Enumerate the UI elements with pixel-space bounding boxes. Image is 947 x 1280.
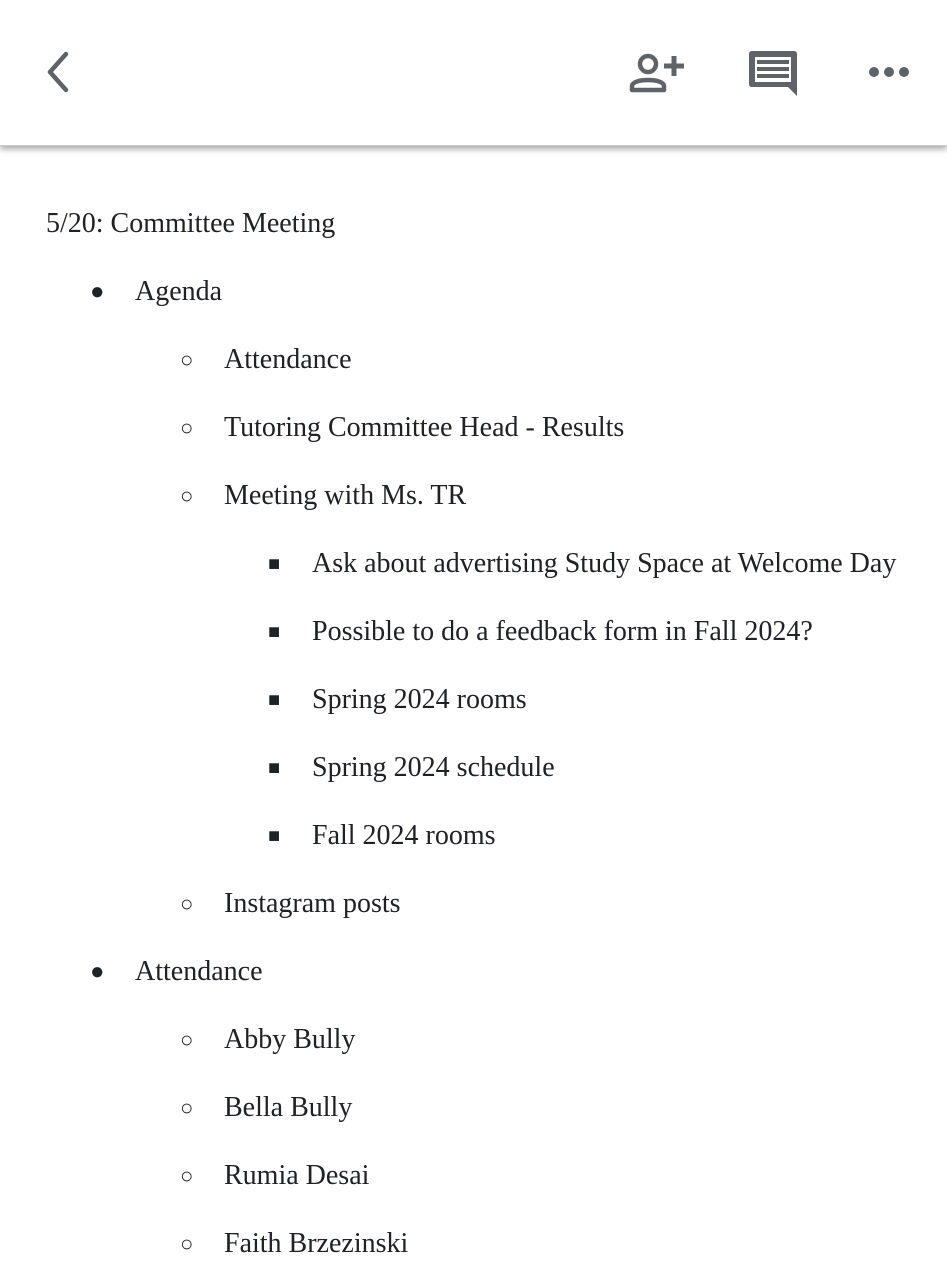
document-body[interactable] [0, 190, 947, 1278]
list-item-text: Spring 2024 schedule [312, 752, 555, 783]
list-item[interactable] [0, 938, 947, 1006]
person-add-icon [628, 50, 688, 96]
list-item[interactable] [0, 462, 947, 530]
bullet-icon: ■ [268, 689, 281, 711]
comments-button[interactable] [748, 48, 800, 98]
list-item-text: Attendance [135, 956, 263, 987]
comment-icon [748, 48, 800, 98]
list-item[interactable] [0, 598, 947, 666]
list-item-text: Tutoring Committee Head - Results [224, 412, 625, 443]
list-item[interactable] [0, 666, 947, 734]
list-item[interactable] [0, 870, 947, 938]
list-item-text: 5/20: Committee Meeting [46, 208, 336, 239]
more-horiz-icon [866, 62, 912, 82]
list-item-text: Ask about advertising Study Space at Welcome Day [312, 548, 897, 579]
list-item[interactable] [0, 326, 947, 394]
bullet-icon: ● [90, 279, 105, 305]
list-item[interactable] [0, 802, 947, 870]
bullet-icon: ○ [180, 483, 194, 508]
list-item-text: Rumia Desai [224, 1160, 370, 1191]
list-item-text: Faith Brzezinski [224, 1228, 409, 1259]
back-button[interactable] [38, 48, 78, 96]
chevron-left-icon [38, 48, 78, 96]
share-button[interactable] [628, 50, 688, 96]
bullet-icon: ○ [180, 1027, 194, 1052]
list-item-text: Instagram posts [224, 888, 401, 919]
bullet-icon: ○ [180, 415, 194, 440]
bullet-icon: ○ [180, 347, 194, 372]
list-item-text: Agenda [135, 276, 223, 307]
more-options-button[interactable] [866, 62, 912, 82]
list-item-text: Meeting with Ms. TR [224, 480, 467, 511]
bullet-icon: ○ [180, 891, 194, 916]
bullet-icon: ○ [180, 1231, 194, 1256]
list-item[interactable] [0, 1142, 947, 1210]
list-item[interactable] [0, 1210, 947, 1278]
bullet-icon: ■ [268, 825, 281, 847]
bullet-icon: ● [90, 959, 105, 985]
bullet-icon: ■ [268, 621, 281, 643]
list-item[interactable] [0, 258, 947, 326]
list-item[interactable] [0, 1006, 947, 1074]
list-item[interactable] [0, 1074, 947, 1142]
bullet-icon: ○ [180, 1163, 194, 1188]
bullet-icon: ■ [268, 757, 281, 779]
list-item-text: Fall 2024 rooms [312, 820, 496, 851]
bullet-icon: ■ [268, 553, 281, 575]
list-item-text: Attendance [224, 344, 352, 375]
list-item[interactable] [0, 734, 947, 802]
list-item-text: Abby Bully [224, 1024, 356, 1055]
list-item[interactable] [0, 530, 947, 598]
document-title[interactable] [0, 190, 947, 258]
list-item[interactable] [0, 394, 947, 462]
list-item-text: Spring 2024 rooms [312, 684, 527, 715]
list-item-text: Bella Bully [224, 1092, 353, 1123]
bullet-icon: ○ [180, 1095, 194, 1120]
list-item-text: Possible to do a feedback form in Fall 2024? [312, 616, 813, 647]
top-app-bar [0, 0, 947, 146]
